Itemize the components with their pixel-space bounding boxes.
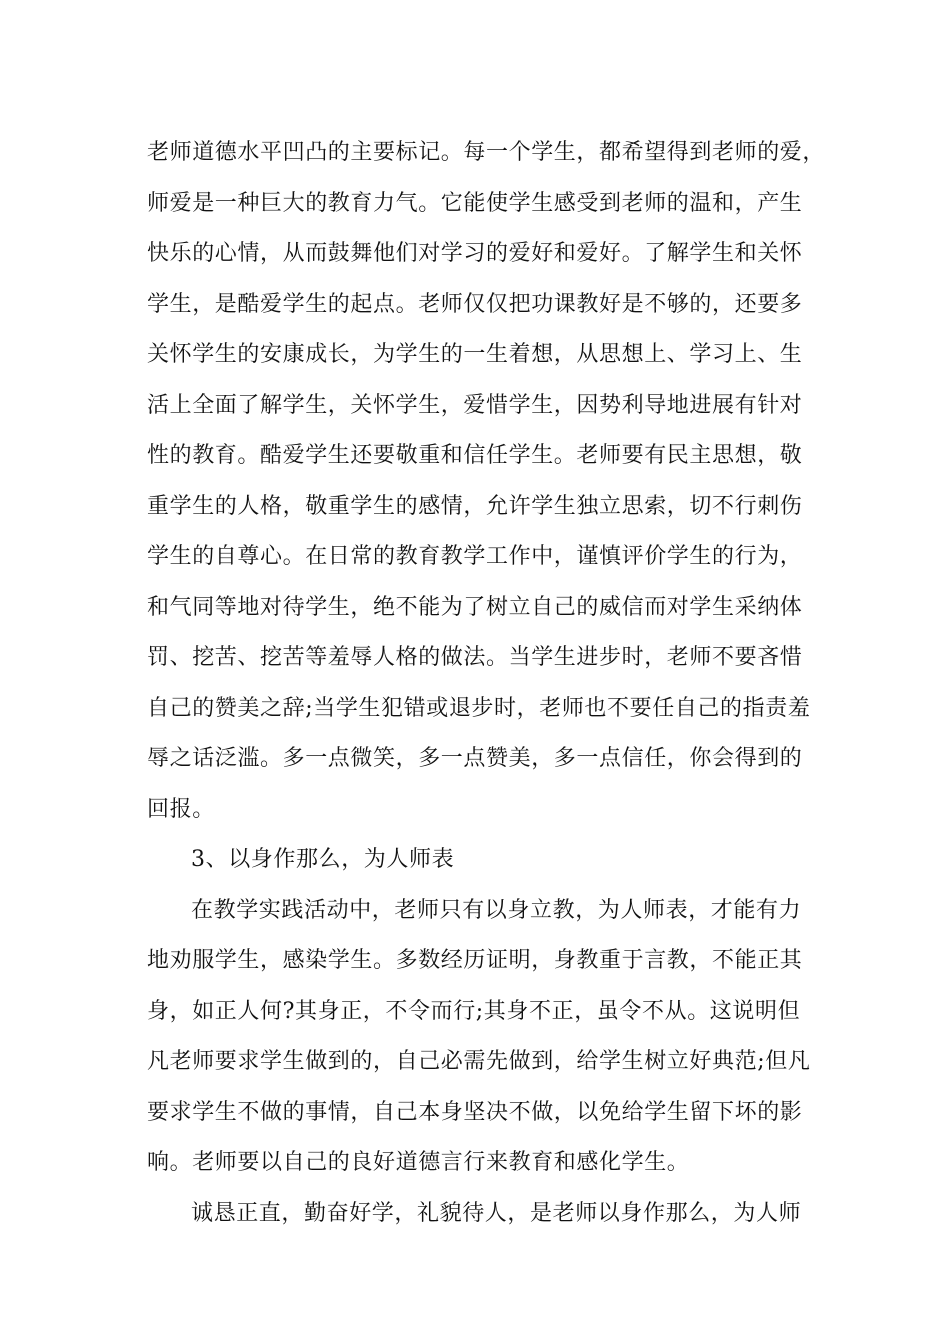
text-line: 地劝服学生，感染学生。多数经历证明，身教重于言教，不能正其 bbox=[147, 948, 803, 973]
text-line: 重学生的人格，敬重学生的感情，允许学生独立思索，切不行刺伤 bbox=[147, 493, 803, 519]
text-line: 凡老师要求学生做到的，自己必需先做到，给学生树立好典范;但凡 bbox=[147, 1049, 811, 1074]
text-line: 学生，是酷爱学生的起点。老师仅仅把功课教好是不够的，还要多 bbox=[147, 291, 803, 317]
text-line: 师爱是一种巨大的教育力气。它能使学生感受到老师的温和，产生 bbox=[147, 190, 803, 216]
text-line: 学生的自尊心。在日常的教育教学工作中，谨慎评价学生的行为， bbox=[147, 544, 803, 569]
text-line: 快乐的心情，从而鼓舞他们对学习的爱好和爱好。了解学生和关怀 bbox=[147, 241, 803, 266]
text-line: 身，如正人何?其身正，不令而行;其身不正，虽令不从。这说明但 bbox=[147, 998, 801, 1024]
paragraph-first-line: 在教学实践活动中，老师只有以身立教，为人师表，才能有力 bbox=[191, 897, 802, 923]
text-line: 回报。 bbox=[147, 796, 215, 822]
text-line: 要求学生不做的事情，自己本身坚决不做，以免给学生留下坏的影 bbox=[147, 1099, 803, 1125]
text-line: 性的教育。酷爱学生还要敬重和信任学生。老师要有民主思想，敬 bbox=[147, 443, 803, 468]
text-line: 辱之话泛滥。多一点微笑，多一点赞美，多一点信任，你会得到的 bbox=[147, 746, 803, 771]
paragraph-first-line: 诚恳正直，勤奋好学，礼貌待人，是老师以身作那么，为人师 bbox=[191, 1200, 802, 1226]
text-line: 响。老师要以自己的良好道德言行来教育和感化学生。 bbox=[147, 1150, 690, 1175]
text-line: 和气同等地对待学生，绝不能为了树立自己的威信而对学生采纳体 bbox=[147, 594, 803, 620]
text-line: 关怀学生的安康成长，为学生的一生着想，从思想上、学习上、生 bbox=[147, 342, 803, 367]
document-body bbox=[147, 128, 847, 1239]
section-heading: 3、以身作那么，为人师表 bbox=[191, 847, 455, 872]
text-line: 活上全面了解学生，关怀学生，爱惜学生，因势利导地进展有针对 bbox=[147, 392, 803, 418]
text-line: 罚、挖苦、挖苦等羞辱人格的做法。当学生进步时，老师不要吝惜 bbox=[147, 645, 803, 670]
text-line: 自己的赞美之辞;当学生犯错或退步时，老师也不要任自己的指责羞 bbox=[147, 695, 811, 721]
text-line: 老师道德水平凹凸的主要标记。每一个学生，都希望得到老师的爱， bbox=[147, 140, 826, 165]
